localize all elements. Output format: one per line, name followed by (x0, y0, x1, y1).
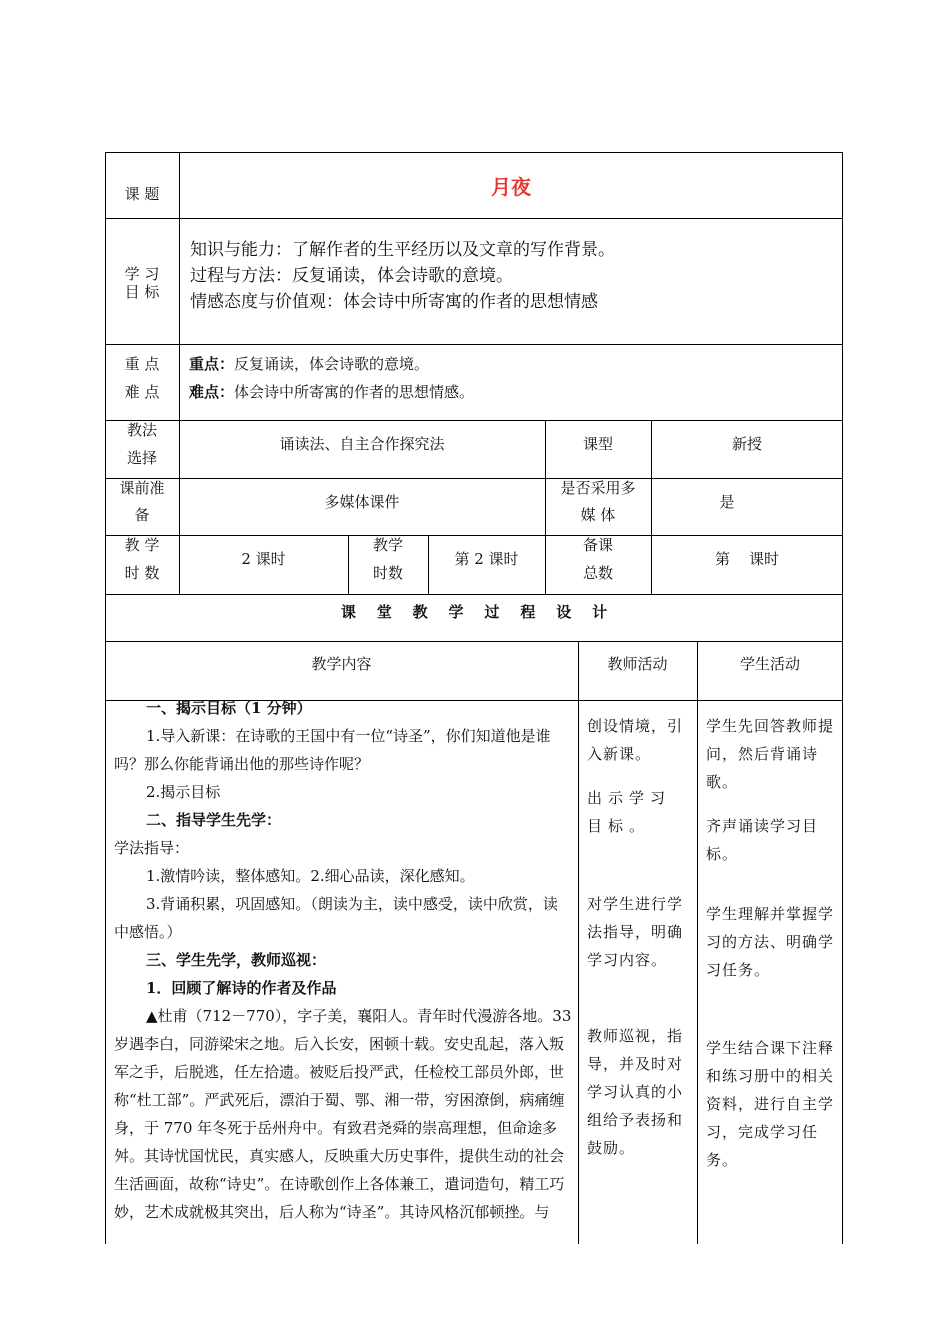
teaching-content (114, 694, 572, 1226)
column-divider (697, 641, 698, 1244)
content-paragraph: 2.揭示目标 (146, 783, 221, 801)
content-paragraph: 1.激情吟读，整体感知。2.细心品读，深化感知。 (146, 867, 475, 885)
prep-value: 多媒体课件 (324, 493, 400, 511)
lesson-type-label: 课型 (582, 435, 613, 453)
content-heading: 一、揭示目标（1 分钟） (146, 699, 312, 717)
method-label: 选择 (126, 449, 157, 467)
lesson-type-value: 新授 (731, 435, 762, 453)
section-title: 课 堂 教 学 过 程 设 计 (340, 603, 608, 621)
method-label: 教法 (126, 421, 157, 439)
teacher-activity: 对学生进行学法指导，明确学习内容。 (587, 895, 684, 969)
objective-line: 过程与方法：反复诵读，体会诗歌的意境。 (190, 266, 513, 286)
topic-label: 课 题 (124, 185, 160, 203)
row-divider (105, 344, 843, 345)
lesson-title: 月夜 (491, 175, 531, 199)
row-divider (105, 535, 843, 536)
key-points-label: 重 点 (124, 355, 160, 373)
column-divider (578, 641, 579, 1244)
student-activity: 学生理解并掌握学习的方法、明确学习任务。 (706, 905, 835, 979)
content-paragraph: 3.背诵积累，巩固感知。（朗读为主，读中感受，读中欣赏，读中感悟。） (114, 895, 558, 941)
teacher-column-header: 教师活动 (607, 655, 668, 673)
total-label: 备课 (582, 536, 613, 554)
student-activity: 学生结合课下注释和练习册中的相关资料，进行自主学习，完成学习任务。 (706, 1039, 835, 1169)
row-divider (105, 218, 843, 219)
media-label: 是否采用多 (560, 479, 636, 497)
objectives-label: 学 习 (124, 265, 160, 283)
total-label: 总数 (582, 564, 613, 582)
row-divider (105, 420, 843, 421)
key-points-label: 难 点 (124, 383, 160, 401)
objective-line: 情感态度与价值观：体会诗中所寄寓的作者的思想情感 (190, 292, 598, 312)
objective-line: 知识与能力：了解作者的生平经历以及文章的写作背景。 (190, 240, 615, 260)
student-activity: 齐声诵读学习目标。 (706, 817, 819, 863)
column-divider (179, 152, 180, 594)
difficulty-label: 难点： (189, 383, 235, 401)
prep-label: 课前准 (119, 479, 165, 497)
row-divider (105, 594, 843, 595)
content-heading: 三、学生先学，教师巡视： (146, 951, 327, 969)
prep-label: 备 (134, 506, 150, 524)
student-activity: 学生先回答教师提问，然后背诵诗歌。 (706, 717, 835, 791)
student-column-header: 学生活动 (739, 655, 800, 673)
period-label: 教学 (372, 536, 403, 554)
content-column-header: 教学内容 (311, 655, 372, 673)
key-point-label: 重点： (189, 355, 235, 373)
teacher-activity: 教师巡视，指导，并及时对学习认真的小组给予表扬和鼓励。 (587, 1027, 684, 1157)
total-value: 第 课时 (714, 550, 780, 568)
difficulty-point (189, 378, 474, 406)
method-value: 诵读法、自主合作探究法 (279, 435, 445, 453)
media-value: 是 (719, 493, 735, 511)
difficulty-text: 体会诗中所寄寓的作者的思想情感。 (234, 383, 475, 401)
key-point-text: 反复诵读，体会诗歌的意境。 (234, 355, 430, 373)
row-divider (105, 641, 843, 642)
row-divider (105, 478, 843, 479)
period-label: 时数 (372, 564, 403, 582)
teacher-activity: 出示学习目标。 (587, 789, 672, 835)
period-value: 第 2 课时 (454, 550, 519, 568)
objectives-label: 目 标 (124, 283, 160, 301)
content-heading: 1．回顾了解诗的作者及作品 (146, 979, 337, 997)
content-paragraph: ▲杜甫（712－770），字子美，襄阳人。青年时代漫游各地。33 岁遇李白，同游梁宋之地。后入长安，困顿十载。安史乱起，落入叛军之手，后脱逃，任左拾遗。被贬后投严武，任检校工部员外郎，世称“杜工部”。严武死后，漂泊于蜀、鄂、湘一带，穷困潦倒，病痛缠身，于 770 年冬死于岳州舟中。有致君尧舜的崇高理想，但命途多舛。其诗忧国忧民，真实感人，反映重大历史事件，提供生动的社会生活画面，故称“诗史”。在诗歌创作上各体兼工，遣词造句，精工巧妙，艺术成就极其突出，后人称为“诗圣”。其诗风格沉郁顿挫。与 (114, 1007, 572, 1221)
media-label: 媒 体 (580, 506, 616, 524)
teacher-activity: 创设情境，引入新课。 (587, 717, 684, 763)
hours-label: 时 数 (124, 564, 160, 582)
content-heading: 二、指导学生先学： (146, 811, 282, 829)
content-paragraph: 1.导入新课：在诗歌的王国中有一位“诗圣”，你们知道他是谁吗？那么你能背诵出他的那些诗作呢？ (114, 727, 551, 773)
content-paragraph: 学法指导： (114, 839, 190, 857)
hours-value: 2 课时 (241, 550, 286, 568)
key-point (189, 350, 429, 378)
hours-label: 教 学 (124, 536, 160, 554)
